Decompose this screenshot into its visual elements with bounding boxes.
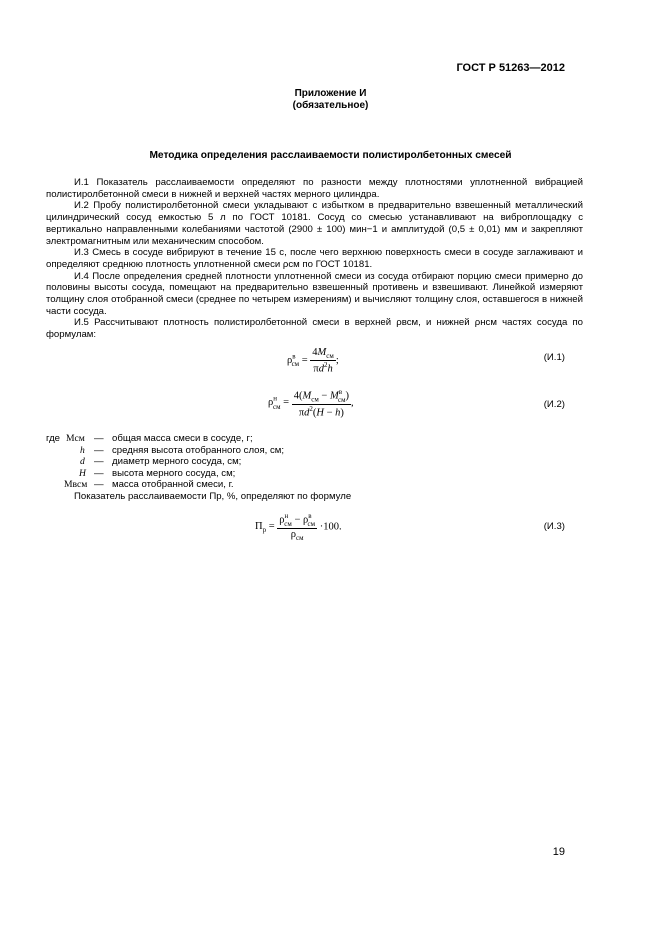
legend-desc: общая масса смеси в сосуде, г; (112, 433, 253, 444)
legend-dash: — (94, 433, 104, 444)
legend-symbol: Mсм (66, 433, 85, 444)
formula-3-number: (И.3) (543, 521, 565, 532)
legend-symbol: H (79, 467, 86, 479)
paragraph-2: И.2 Пробу полистиролбетонной смеси укладывают с избытком в предварительно взвешенный металлический цилиндрический сосуд емкостью 5 л по ГОСТ 10181. Сосуд со смесью устанавливают на виброплощадку с вертикально направленными колебаниями частотой (2900 ± 100) мин−1 и амплитудой (0,5 ± 0,01) мм и закрепляют электромагнитным или механическим способом. (46, 200, 583, 247)
page-number: 19 (552, 846, 565, 858)
annex-status: (обязательное) (292, 100, 369, 111)
formula-2: $\rho^н_{см}$ = $\frac{4(M_{см} - M^в_{см})}{\pi d^2(H - h)}$ , (268, 388, 354, 419)
legend-desc: средняя высота отобранного слоя, см; (112, 444, 285, 456)
document-code: ГОСТ Р 51263—2012 (456, 62, 565, 74)
legend-intro: где (46, 433, 61, 444)
annex-title: Приложение И (294, 88, 367, 99)
legend-dash: — (94, 444, 104, 456)
annex-heading (0, 88, 661, 112)
legend-dash: — (94, 467, 104, 479)
formula-3: $П_р$ = $\frac{\rho^н_{см} - \rho^в_{см}}{\rho_{см}}$ ·100. (255, 512, 342, 542)
symbol-legend (46, 433, 352, 503)
legend-dash: — (94, 479, 104, 491)
legend-symbol: d (80, 456, 85, 468)
formula-2-number: (И.2) (543, 399, 565, 410)
legend-desc: масса отобранной смеси, г. (112, 479, 234, 491)
legend-symbol: h (80, 444, 85, 456)
formula-1: $\rho^в_{см}$ = $\frac{4M_{см}}{\pi d^2h}$ ; (287, 347, 339, 375)
section-title: Методика определения расслаиваемости полистиролбетонных смесей (149, 150, 512, 161)
legend-desc: высота мерного сосуда, см; (112, 467, 236, 479)
legend-symbol: Mвсм (64, 479, 88, 491)
paragraph-3: И.3 Смесь в сосуде вибрируют в течение 15 с, после чего верхнюю поверхность смеси в сосуде заглаживают и определяют среднюю плотность уплотненной смеси ρсм по ГОСТ 10181. (46, 247, 583, 270)
formula-1-number: (И.1) (543, 352, 565, 363)
paragraph-5: И.5 Рассчитывают плотность полистиролбетонной смеси в верхней ρвсм, и нижней ρнсм частях сосуда по формулам: (46, 317, 583, 341)
legend-desc: диаметр мерного сосуда, см; (112, 456, 242, 468)
body-text (46, 177, 583, 341)
index-sentence: Показатель расслаиваемости Пр, %, определяют по формуле (74, 490, 352, 502)
paragraph-1: И.1 Показатель расслаиваемости определяют по разности между плотностями уплотненной вибрацией полистиролбетонной смеси в нижней и верхней частях мерного цилиндра. (46, 177, 583, 200)
legend-dash: — (94, 456, 104, 468)
paragraph-4: И.4 После определения средней плотности уплотненной смеси из сосуда отбирают порцию смеси примерно до половины высоты сосуда, помещают на предварительно взвешенный противень и взвешивают. Линейкой измеряют толщину слоя отобранной смеси (среднее по четырем измерениям) и вычисляют толщину слоя, оставшегося в нижней части сосуда. (46, 270, 583, 317)
